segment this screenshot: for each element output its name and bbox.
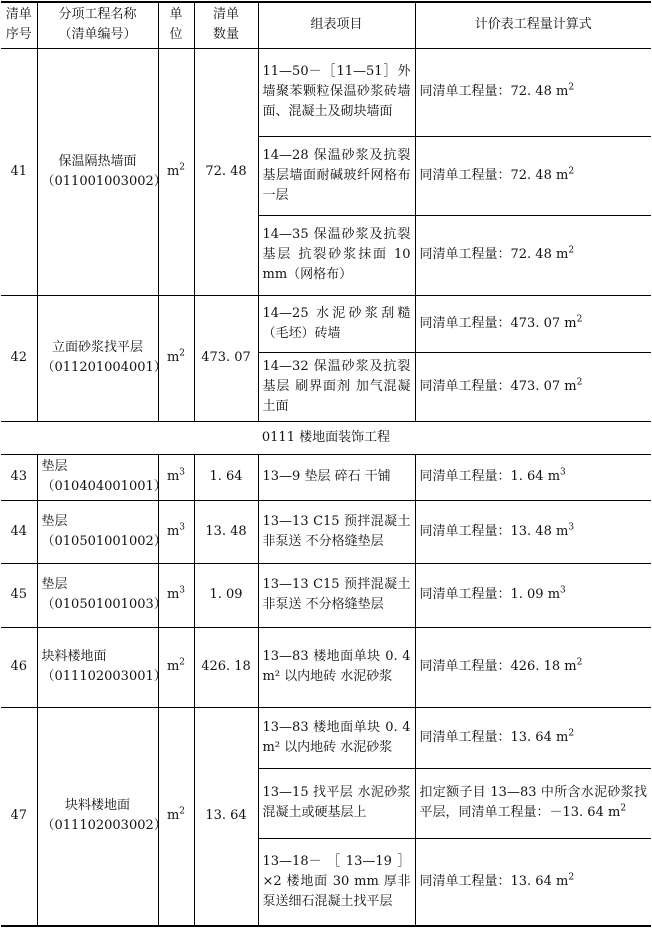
row-calc: 同清单工程量：13. 64 $m^2$ bbox=[415, 707, 651, 768]
row-item: 13—83 楼地面单块 0. 4 m² 以内地砖 水泥砂浆 bbox=[258, 707, 415, 768]
row-item: 14—35 保温砂浆及抗裂基层 抗裂砂浆抹面 10 mm（网格布） bbox=[258, 215, 415, 295]
row-calc: 同清单工程量：13. 48 $m^3$ bbox=[415, 500, 651, 563]
row-seq: 46 bbox=[1, 627, 37, 707]
row-calc: 同清单工程量：426. 18 $m^2$ bbox=[415, 627, 651, 707]
row-unit: $m^3$ bbox=[158, 500, 194, 563]
row-seq: 47 bbox=[1, 707, 37, 926]
row-name: 保温隔热墙面 （011001003002） bbox=[37, 48, 158, 295]
row-unit: $m^2$ bbox=[158, 627, 194, 707]
row-seq: 45 bbox=[1, 563, 37, 627]
row-seq: 41 bbox=[10, 163, 28, 179]
row-name: 块料楼地面 （011102003001） bbox=[37, 627, 158, 707]
row-calc: 同清单工程量：72. 48 $m^2$ bbox=[415, 48, 651, 136]
row-unit: $m^2$ bbox=[158, 295, 194, 421]
table-row bbox=[1, 295, 651, 352]
section-title: 0111 楼地面装饰工程 bbox=[1, 421, 651, 454]
header-unit: 单 位 bbox=[158, 2, 194, 48]
row-calc: 扣定额子目 13—83 中所含水泥砂浆找平层，同清单工程量：－13. 64 $m^2$ bbox=[415, 768, 651, 838]
row-seq: 43 bbox=[1, 454, 37, 500]
table-row bbox=[1, 563, 651, 627]
row-calc: 同清单工程量：473. 07 $m^2$ bbox=[415, 352, 651, 421]
row-item: 13—15 找平层 水泥砂浆 混凝土或硬基层上 bbox=[258, 768, 415, 838]
row-item: 11—50－［11—51］外墙聚苯颗粒保温砂浆砖墙面、混凝土及砌块墙面 bbox=[258, 48, 415, 136]
header-seq: 清单 序号 bbox=[1, 2, 37, 48]
section-row bbox=[1, 421, 651, 454]
table-row bbox=[1, 48, 651, 136]
row-qty: 13. 64 bbox=[194, 707, 258, 926]
row-seq: 42 bbox=[1, 295, 37, 421]
quantity-table bbox=[1, 1, 651, 927]
row-seq: 44 bbox=[1, 500, 37, 563]
row-qty: 13. 48 bbox=[194, 500, 258, 563]
header-items: 组表项目 bbox=[258, 2, 415, 48]
row-qty: 1. 64 bbox=[194, 454, 258, 500]
row-calc: 同清单工程量：13. 64 $m^2$ bbox=[415, 838, 651, 926]
row-unit: $m^3$ bbox=[158, 454, 194, 500]
header-calc: 计价表工程量计算式 bbox=[415, 2, 651, 48]
row-item: 14—32 保温砂浆及抗裂基层 刷界面剂 加气混凝土面 bbox=[258, 352, 415, 421]
header-name: 分项工程名称 （清单编号） bbox=[37, 2, 158, 48]
row-name: 垫层 （010501001002） bbox=[37, 500, 158, 563]
row-calc: 同清单工程量：72. 48 $m^2$ bbox=[415, 136, 651, 215]
row-calc: 同清单工程量：473. 07 $m^2$ bbox=[415, 295, 651, 352]
row-item: 13—83 楼地面单块 0. 4 m² 以内地砖 水泥砂浆 bbox=[258, 627, 415, 707]
header-row bbox=[1, 2, 651, 48]
row-unit: $m^2$ bbox=[158, 48, 194, 295]
row-name: 立面砂浆找平层 （011201004001） bbox=[37, 295, 158, 421]
table-row bbox=[1, 707, 651, 768]
row-item: 13—9 垫层 碎石 干铺 bbox=[258, 454, 415, 500]
row-calc: 同清单工程量：1. 09 $m^3$ bbox=[415, 563, 651, 627]
row-calc: 同清单工程量：1. 64 $m^3$ bbox=[415, 454, 651, 500]
row-qty: 426. 18 bbox=[194, 627, 258, 707]
row-item: 13—13 C15 预拌混凝土 非泵送 不分格缝垫层 bbox=[258, 500, 415, 563]
row-calc: 同清单工程量：72. 48 $m^2$ bbox=[415, 215, 651, 295]
header-qty: 清单 数量 bbox=[194, 2, 258, 48]
row-name: 块料楼地面 （011102003002） bbox=[37, 707, 158, 926]
table-row bbox=[1, 500, 651, 563]
table-row bbox=[1, 627, 651, 707]
row-item: 14—25 水泥砂浆刮糙（毛坯）砖墙 bbox=[258, 295, 415, 352]
row-name: 垫层 （010501001003） bbox=[37, 563, 158, 627]
row-unit: $m^3$ bbox=[158, 563, 194, 627]
row-qty: 473. 07 bbox=[194, 295, 258, 421]
row-item: 14—28 保温砂浆及抗裂基层墙面耐碱玻纤网格布 一层 bbox=[258, 136, 415, 215]
table-row bbox=[1, 454, 651, 500]
row-qty: 1. 09 bbox=[194, 563, 258, 627]
row-name: 垫层 （010404001001） bbox=[37, 454, 158, 500]
row-unit: $m^2$ bbox=[158, 707, 194, 926]
row-item: 13—18－［13—19］×2 楼地面 30 mm 厚非泵送细石混凝土找平层 bbox=[258, 838, 415, 926]
row-item: 13—13 C15 预拌混凝土 非泵送 不分格缝垫层 bbox=[258, 563, 415, 627]
row-qty: 72. 48 bbox=[194, 48, 258, 295]
